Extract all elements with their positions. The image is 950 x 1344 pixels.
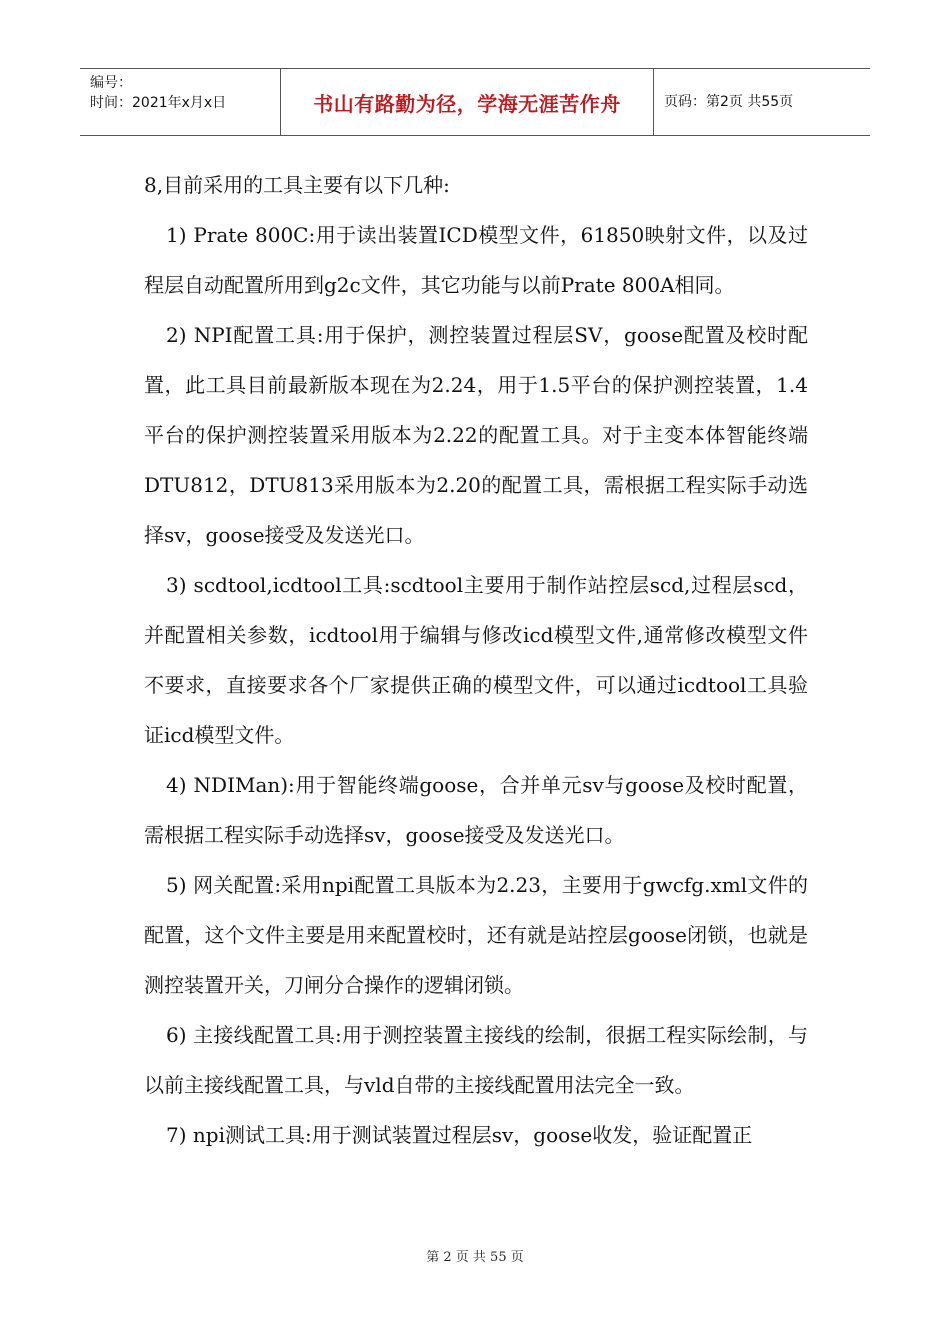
tool-item-4: 4) NDIMan):用于智能终端goose，合并单元sv与goose及校时配置，需根据工程实际手动选择sv，goose接受及发送光口。 [144, 773, 808, 847]
tool-item-1: 1) Prate 800C:用于读出装置ICD模型文件，61850映射文件，以及过程层自动配置所用到g2c文件，其它功能与以前Prate 800A相同。 [144, 223, 808, 297]
intro-paragraph: 8,目前采用的工具主要有以下几种: [144, 173, 450, 197]
document-date-label: 时间：2021年x月x日 [90, 95, 227, 111]
page-header [80, 68, 870, 136]
header-middle-cell [281, 69, 654, 135]
tool-item-2: 2) NPI配置工具:用于保护，测控装置过程层SV，goose配置及校时配置，此工具目前最新版本现在为2.24，用于1.5平台的保护测控装置，1.4平台的保护测控装置采用版本为2.22的配置工具。对于主变本体智能终端DTU812，DTU813采用版本为2.20的配置工具，需根据工程实际手动选择sv，goose接受及发送光口。 [144, 323, 808, 547]
page-footer: 第 2 页 共 55 页 [426, 1250, 524, 1265]
header-right-cell [654, 69, 870, 135]
document-number-label: 编号： [90, 75, 132, 91]
document-body [144, 160, 808, 1160]
tool-item-7: 7) npi测试工具:用于测试装置过程层sv，goose收发，验证配置正 [166, 1123, 753, 1147]
header-page-info: 页码：第2页 共55页 [664, 94, 794, 110]
header-left-cell [80, 69, 281, 135]
tool-item-5: 5) 网关配置:采用npi配置工具版本为2.23，主要用于gwcfg.xml文件的配置，这个文件主要是用来配置校时，还有就是站控层goose闭锁，也就是测控装置开关，刀闸分合操作的逻辑闭锁。 [144, 873, 808, 997]
header-motto: 书山有路勤为径，学海无涯苦作舟 [313, 91, 621, 116]
tool-item-3: 3) scdtool,icdtool工具:scdtool主要用于制作站控层scd,过程层scd，并配置相关参数，icdtool用于编辑与修改icd模型文件,通常修改模型文件不要求，直接要求各个厂家提供正确的模型文件，可以通过icdtool工具验证icd模型文件。 [144, 573, 808, 747]
tool-item-6: 6) 主接线配置工具:用于测控装置主接线的绘制，很据工程实际绘制，与以前主接线配置工具，与vld自带的主接线配置用法完全一致。 [144, 1023, 808, 1097]
